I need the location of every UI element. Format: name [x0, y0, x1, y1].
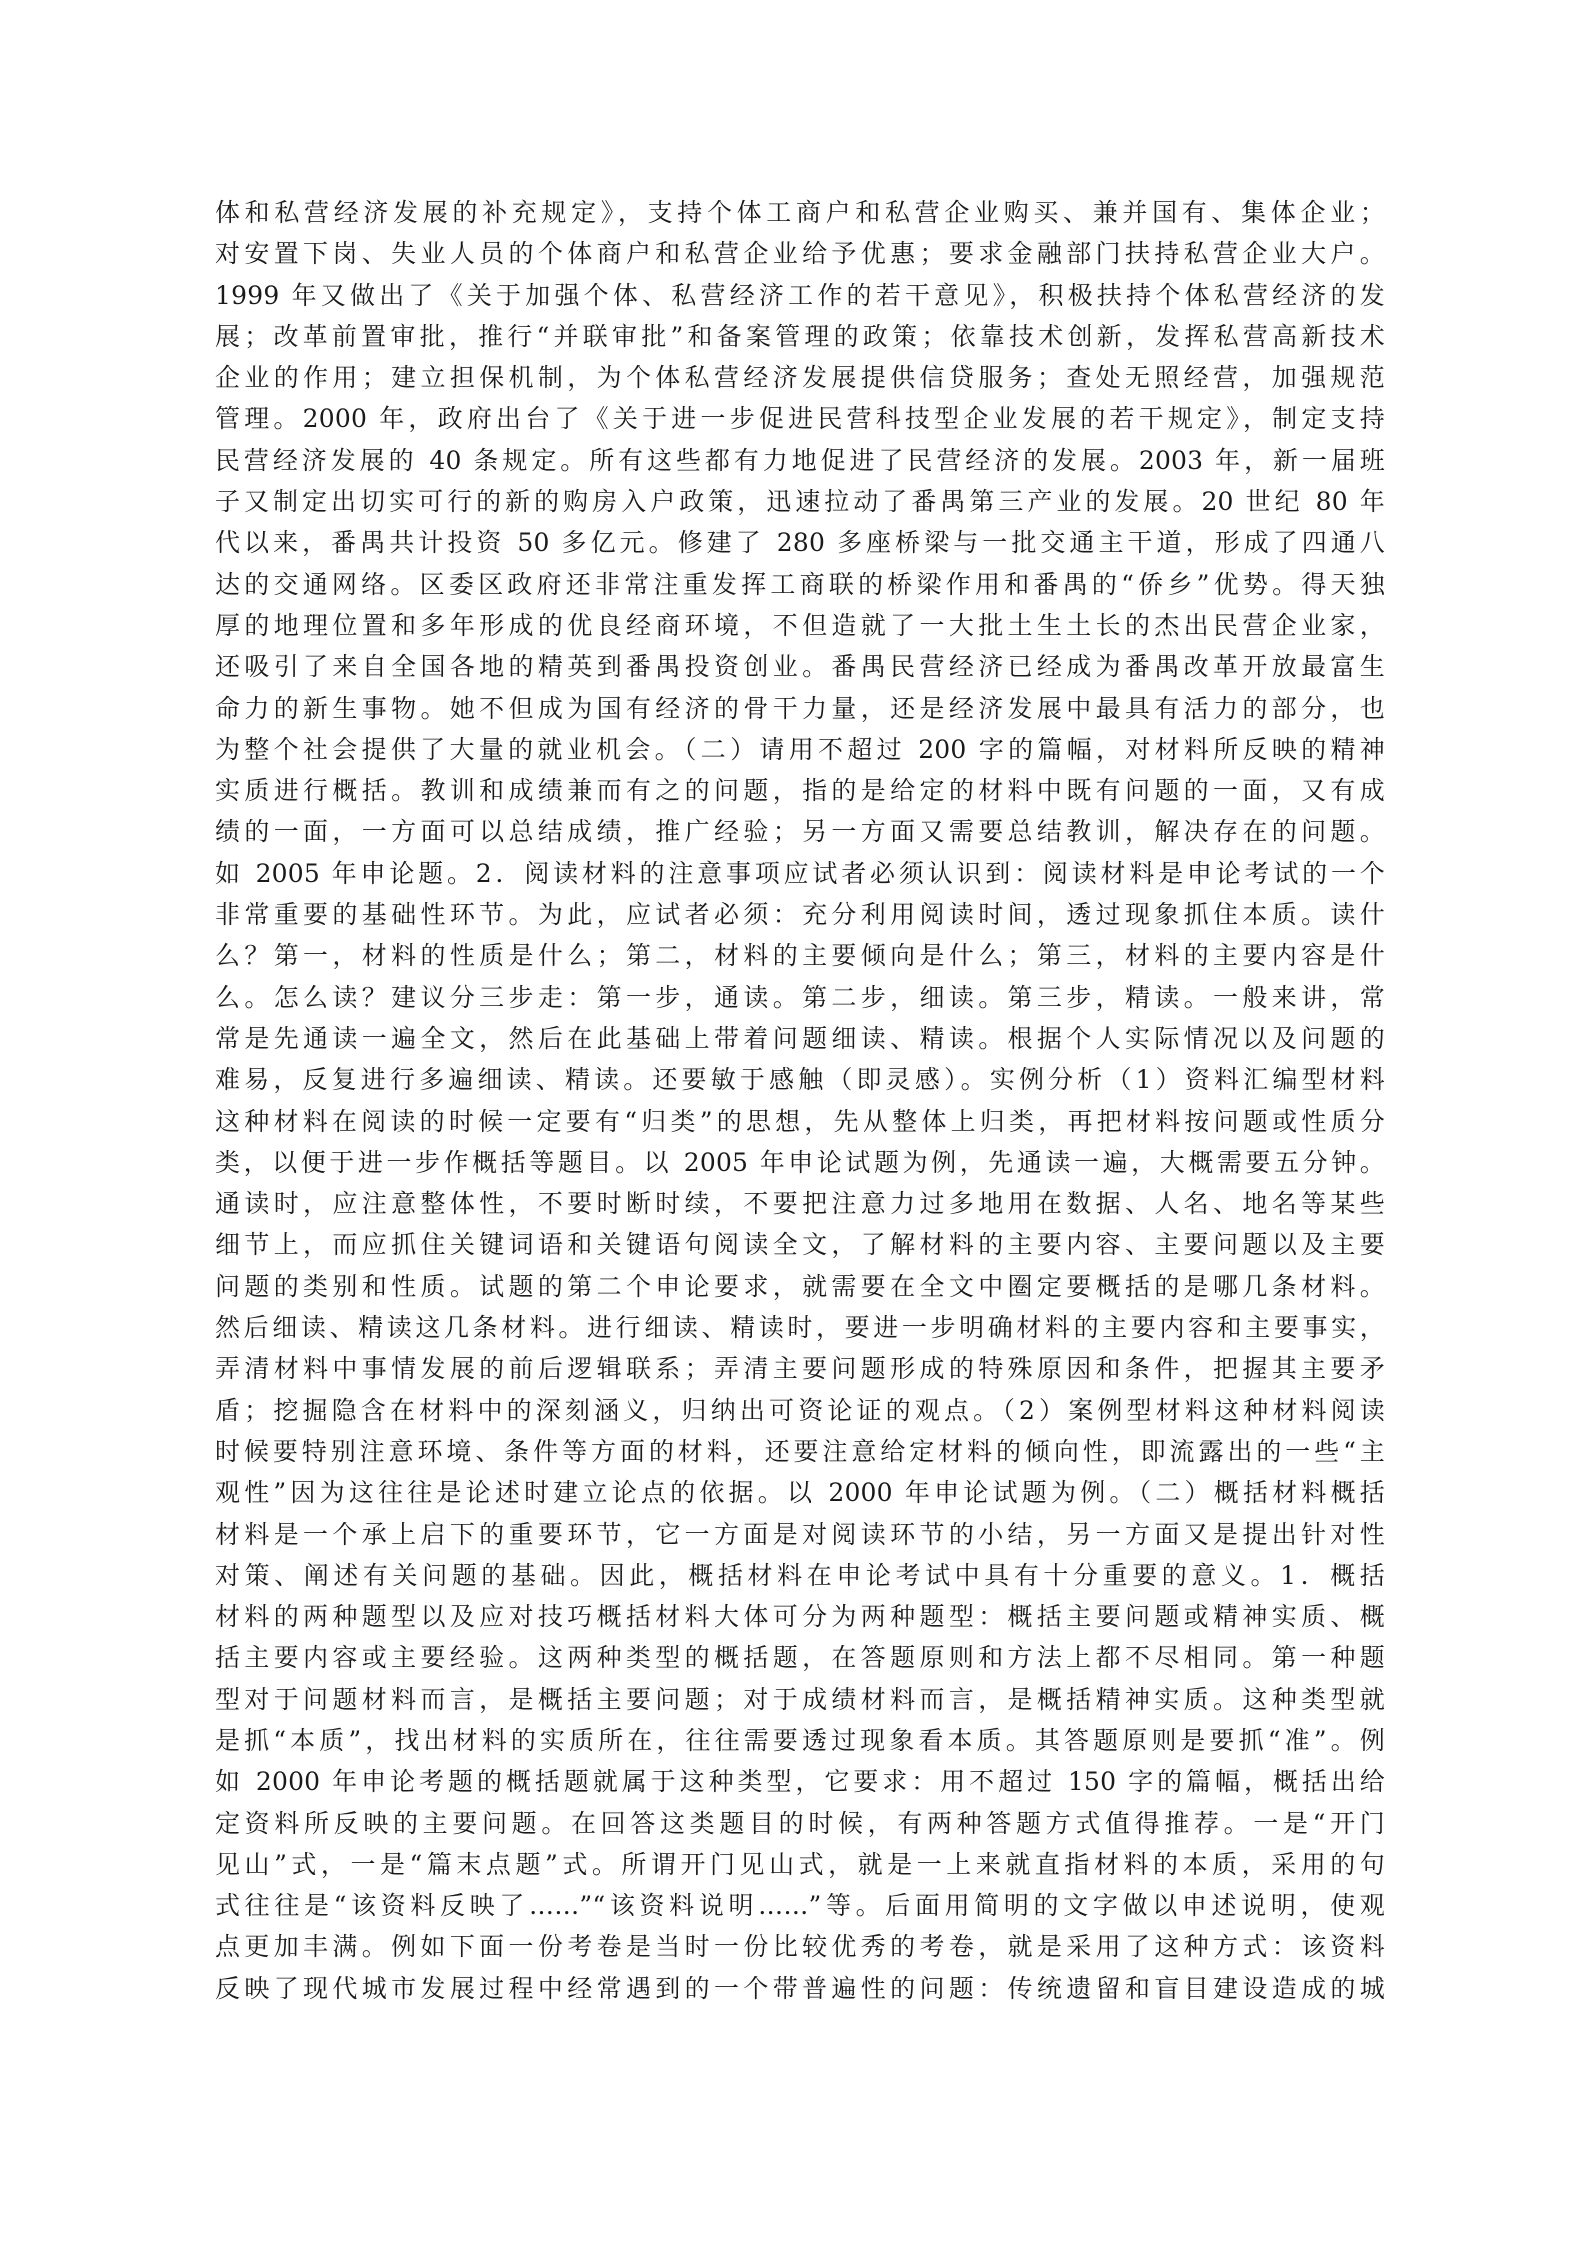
text-line: 命力的新生事物。她不但成为国有经济的骨干力量，还是经济发展中最具有活力的部分，也 — [215, 693, 1385, 723]
text-line: 型对于问题材料而言，是概括主要问题；对于成绩材料而言，是概括精神实质。这种类型就 — [215, 1684, 1385, 1714]
text-line: 通读时，应注意整体性，不要时断时续，不要把注意力过多地用在数据、人名、地名等某些 — [215, 1189, 1385, 1219]
text-line: 厚的地理位置和多年形成的优良经商环境，不但造就了一大批土生土长的杰出民营企业家， — [215, 610, 1385, 640]
text-line: 类，以便于进一步作概括等题目。以 2005 年申论试题为例，先通读一遍，大概需要五分钟。 — [215, 1147, 1385, 1177]
text-line: 点更加丰满。例如下面一份考卷是当时一份比较优秀的考卷，就是采用了这种方式：该资料 — [215, 1932, 1385, 1962]
text-line: 反映了现代城市发展过程中经常遇到的一个带普遍性的问题：传统遗留和盲目建设造成的城 — [215, 1973, 1385, 2003]
text-line: 观性”因为这往往是论述时建立论点的依据。以 2000 年申论试题为例。（二）概括材料概括 — [215, 1478, 1385, 1508]
text-line: 如 2000 年申论考题的概括题就属于这种类型，它要求：用不超过 150 字的篇幅，概括出给 — [215, 1767, 1385, 1797]
text-line: 盾；挖掘隐含在材料中的深刻涵义，归纳出可资论证的观点。（2）案例型材料这种材料阅读 — [215, 1395, 1385, 1425]
text-line: 达的交通网络。区委区政府还非常注重发挥工商联的桥梁作用和番禺的“侨乡”优势。得天独 — [215, 569, 1385, 599]
text-line: 对策、阐述有关问题的基础。因此，概括材料在申论考试中具有十分重要的意义。1．概括 — [215, 1560, 1385, 1590]
text-line: 绩的一面，一方面可以总结成绩，推广经验；另一方面又需要总结教训，解决存在的问题。 — [215, 817, 1385, 847]
text-line: 么？第一，材料的性质是什么；第二，材料的主要倾向是什么；第三，材料的主要内容是什 — [215, 941, 1385, 971]
text-line: 常是先通读一遍全文，然后在此基础上带着问题细读、精读。根据个人实际情况以及问题的 — [215, 1023, 1385, 1053]
text-line: 定资料所反映的主要问题。在回答这类题目的时候，有两种答题方式值得推荐。一是“开门 — [215, 1808, 1385, 1838]
text-line: 材料的两种题型以及应对技巧概括材料大体可分为两种题型：概括主要问题或精神实质、概 — [215, 1602, 1385, 1632]
text-line: 弄清材料中事情发展的前后逻辑联系；弄清主要问题形成的特殊原因和条件，把握其主要矛 — [215, 1354, 1385, 1384]
text-line: 1999 年又做出了《关于加强个体、私营经济工作的若干意见》，积极扶持个体私营经济的发 — [215, 280, 1385, 310]
text-line: 非常重要的基础性环节。为此，应试者必须：充分利用阅读时间，透过现象抓住本质。读什 — [215, 900, 1385, 930]
text-line: 么。怎么读？建议分三步走：第一步，通读。第二步，细读。第三步，精读。一般来讲，常 — [215, 982, 1385, 1012]
text-line: 括主要内容或主要经验。这两种类型的概括题，在答题原则和方法上都不尽相同。第一种题 — [215, 1643, 1385, 1673]
text-line: 为整个社会提供了大量的就业机会。（二）请用不超过 200 字的篇幅，对材料所反映的精神 — [215, 734, 1385, 764]
text-line: 细节上，而应抓住关键词语和关键语句阅读全文，了解材料的主要内容、主要问题以及主要 — [215, 1230, 1385, 1260]
text-line: 实质进行概括。教训和成绩兼而有之的问题，指的是给定的材料中既有问题的一面，又有成 — [215, 776, 1385, 806]
text-line: 体和私营经济发展的补充规定》，支持个体工商户和私营企业购买、兼并国有、集体企业； — [215, 198, 1385, 227]
text-line: 代以来，番禺共计投资 50 多亿元。修建了 280 多座桥梁与一批交通主干道，形成了四通八 — [215, 528, 1385, 558]
text-line: 展；改革前置审批，推行“并联审批”和备案管理的政策；依靠技术创新，发挥私营高新技术 — [215, 321, 1385, 351]
text-line: 式往往是“该资料反映了……”“该资料说明……”等。后面用简明的文字做以申述说明，使观 — [215, 1891, 1385, 1921]
text-line: 材料是一个承上启下的重要环节，它一方面是对阅读环节的小结，另一方面又是提出针对性 — [215, 1519, 1385, 1549]
text-line: 企业的作用；建立担保机制，为个体私营经济发展提供信贷服务；查处无照经营，加强规范 — [215, 363, 1385, 393]
text-line: 这种材料在阅读的时候一定要有“归类”的思想，先从整体上归类，再把材料按问题或性质分 — [215, 1106, 1385, 1136]
body-text — [215, 192, 1385, 2009]
text-line: 还吸引了来自全国各地的精英到番禺投资创业。番禺民营经济已经成为番禺改革开放最富生 — [215, 652, 1385, 682]
text-line: 难易，反复进行多遍细读、精读。还要敏于感触（即灵感）。实例分析（1）资料汇编型材料 — [215, 1065, 1385, 1095]
text-line: 问题的类别和性质。试题的第二个申论要求，就需要在全文中圈定要概括的是哪几条材料。 — [215, 1271, 1385, 1301]
text-line: 时候要特别注意环境、条件等方面的材料，还要注意给定材料的倾向性，即流露出的一些“主 — [215, 1436, 1385, 1466]
text-line: 管理。2000 年，政府出台了《关于进一步促进民营科技型企业发展的若干规定》，制定支持 — [215, 404, 1385, 434]
text-line: 民营经济发展的 40 条规定。所有这些都有力地促进了民营经济的发展。2003 年，新一届班 — [215, 445, 1385, 475]
text-line: 子又制定出切实可行的新的购房入户政策，迅速拉动了番禺第三产业的发展。20 世纪 80 年 — [215, 487, 1385, 517]
text-line: 见山”式，一是“篇末点题”式。所谓开门见山式，就是一上来就直指材料的本质，采用的句 — [215, 1849, 1385, 1879]
text-line: 是抓“本质”，找出材料的实质所在，往往需要透过现象看本质。其答题原则是要抓“准”。例 — [215, 1725, 1385, 1755]
text-line: 如 2005 年申论题。2．阅读材料的注意事项应试者必须认识到：阅读材料是申论考试的一个 — [215, 858, 1385, 888]
text-line: 对安置下岗、失业人员的个体商户和私营企业给予优惠；要求金融部门扶持私营企业大户。 — [215, 239, 1385, 269]
text-line: 然后细读、精读这几条材料。进行细读、精读时，要进一步明确材料的主要内容和主要事实， — [215, 1313, 1385, 1343]
